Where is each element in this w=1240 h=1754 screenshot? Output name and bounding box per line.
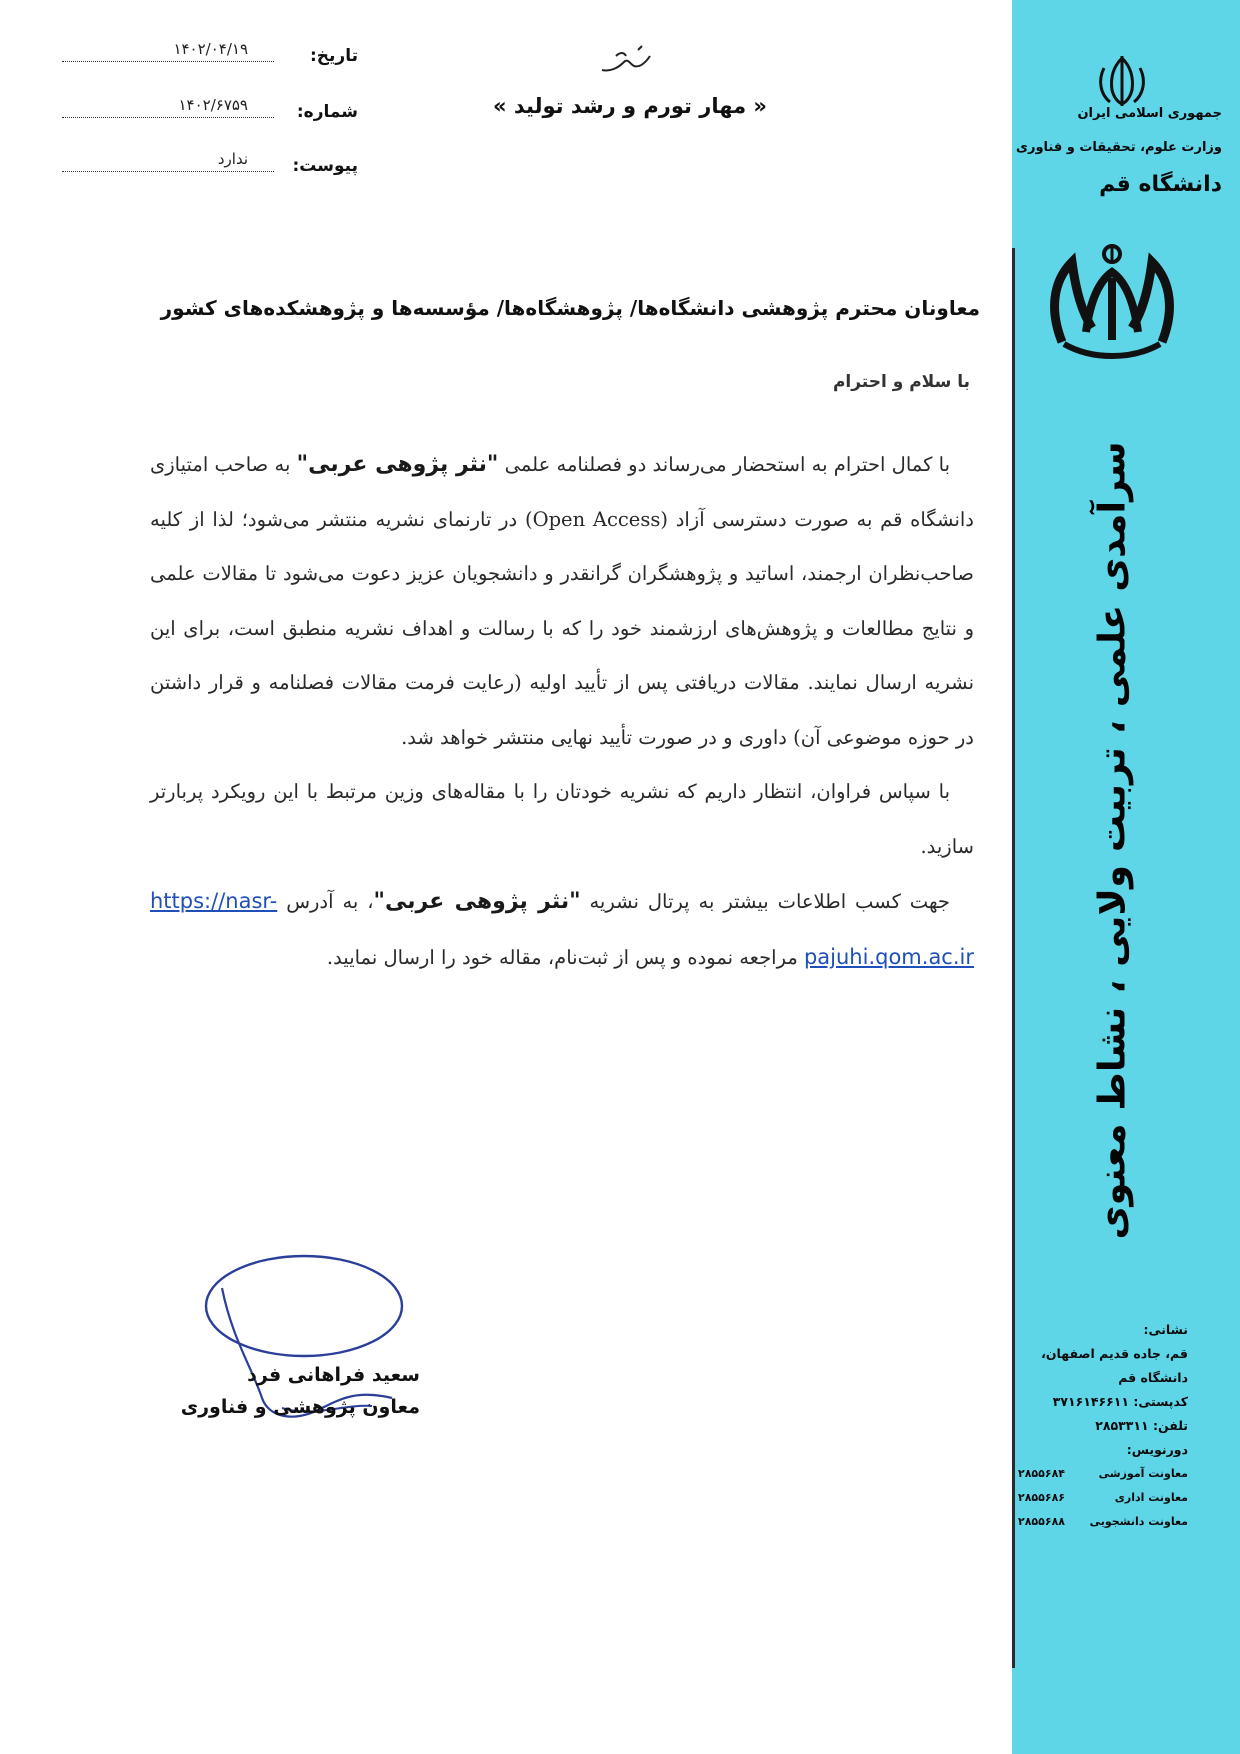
paragraph-2: با سپاس فراوان، انتظار داریم که نشریه خودتان را با مقاله‌های وزین مرتبط با این رویکرد پربارتر سازید. [150,780,974,858]
date-field [62,36,358,68]
fax-row [1018,1486,1188,1510]
attachment-field [62,146,358,178]
ribbon-border-line [1012,248,1015,1668]
paragraph-3-mid: ، به آدرس [277,890,374,913]
bismillah-calligraphy-icon [596,42,656,82]
paragraph-1-start: با کمال احترام به استحضار می‌رساند دو فصلنامه علمی [498,453,950,476]
date-label: تاریخ: [310,46,358,66]
fax-number: ۲۸۵۵۶۸۶ [1018,1491,1065,1504]
date-dotted-line [62,61,274,62]
attachment-label: پیوست: [292,156,358,176]
paragraph-1 [150,438,974,765]
fax-number: ۲۸۵۵۶۸۸ [1018,1515,1065,1528]
address-label: نشانی: [1143,1322,1188,1337]
paragraph-3-end: مراجعه نموده و پس از ثبت‌نام، مقاله خود را ارسال نمایید. [326,945,804,969]
year-slogan: « مهار تورم و رشد تولید » [493,94,767,118]
paragraph-1-rest: به صاحب امتیازی دانشگاه قم به صورت دسترسی آزاد (Open Access) در تارنمای نشریه منتشر می‌شود؛ لذا از کلیه صاحب‌نظران ارجمند، اساتید و پژوهشگران گرانقدر و دانشجویان عزیز دعوت می‌شود تا مقالات علمی و نتایج مطالعات و پژوهش‌های ارزشمند خود را که با رسالت و اهداف نشریه منطبق است، برای این نشریه ارسال نمایند. مقالات دریافتی پس از تأیید اولیه (رعایت فرمت مقالات فصلنامه و قرار داشتن در حوزه موضوعی آن) داوری و در صورت تأیید نهایی منتشر خواهد شد. [150,453,974,749]
journal-name: "نثر پژوهی عربی" [373,889,581,914]
fax-dept: معاونت آموزشی [1098,1467,1188,1480]
university-logo-icon [1042,232,1182,372]
signatory-title: معاون پژوهشی و فناوری [180,1396,420,1418]
fax-row [1018,1510,1188,1534]
fax-dept: معاونت دانشجویی [1089,1515,1188,1528]
address-line1: قم، جاده قدیم اصفهان، [1041,1346,1188,1361]
fax-label: دورنویس: [1126,1442,1188,1457]
number-label: شماره: [296,102,358,122]
journal-portal-link[interactable]: https://nasr-pajuhi.qom.ac.ir [150,889,974,969]
fax-dept: معاونت اداری [1114,1491,1188,1504]
university-address [1018,1318,1188,1534]
university-name: دانشگاه قم [1099,172,1222,197]
address-line2: دانشگاه قم [1118,1370,1188,1385]
university-slogan [1082,441,1142,1239]
slogan-text: سرآمدی علمی ، تربیت ولایی ، نشاط معنوی [1090,441,1134,1239]
number-field [62,92,358,124]
attachment-dotted-line [62,171,274,172]
iran-emblem-icon [1092,52,1152,112]
phone-number: تلفن: ۲۸۵۳۳۱۱ [1095,1418,1188,1433]
attachment-value: ندارد [217,150,248,168]
country-name: جمهوری اسلامی ایران [1077,106,1222,121]
signatory-name: سعید فراهانی فرد [247,1364,420,1386]
number-value: ۱۴۰۲/۶۷۵۹ [178,96,248,114]
date-value: ۱۴۰۲/۰۴/۱۹ [173,40,248,58]
postal-code: کدپستی: ۳۷۱۶۱۴۶۶۱۱ [1052,1394,1188,1409]
fax-row [1018,1462,1188,1486]
number-dotted-line [62,117,274,118]
addressee: معاونان محترم پژوهشی دانشگاه‌ها/ پژوهشگاه‌ها/ مؤسسه‌ها و پژوهشکده‌های کشور [160,296,980,320]
journal-name: "نثر پژوهی عربی" [296,452,499,477]
paragraph-3 [150,874,974,985]
paragraph-3-start: جهت کسب اطلاعات بیشتر به پرتال نشریه [580,890,950,913]
greeting: با سلام و احترام [832,372,970,392]
ministry-name: وزارت علوم، تحقیقات و فناوری [1016,140,1222,155]
letter-body [150,438,974,985]
fax-number: ۲۸۵۵۶۸۴ [1018,1467,1065,1480]
